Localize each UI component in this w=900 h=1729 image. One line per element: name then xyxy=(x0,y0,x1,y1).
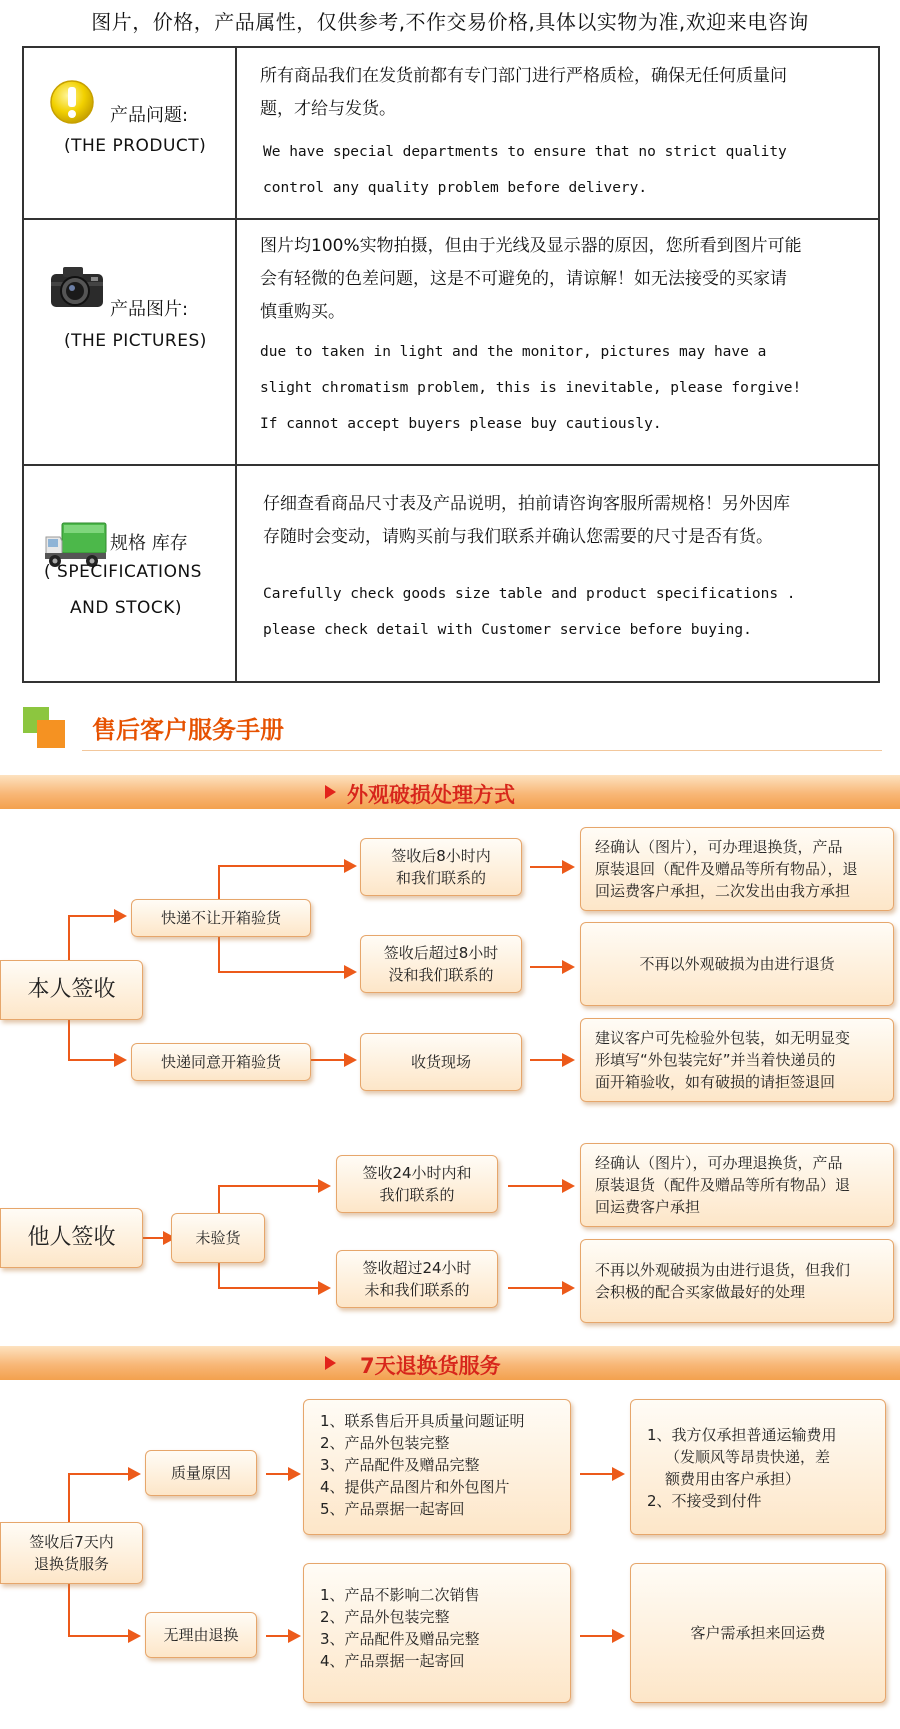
within-24h-line: 我们联系的 xyxy=(379,1186,455,1204)
condition-item: 4、提供产品图片和外包图片 xyxy=(320,1478,510,1496)
arrow-icon xyxy=(114,1053,127,1067)
section-banner-return xyxy=(0,1346,900,1380)
label-stock-en-1: ( SPECIFICATIONS xyxy=(44,562,202,582)
connector xyxy=(218,1287,318,1289)
banner-arrow-icon xyxy=(325,1356,336,1370)
product-cn-line: 所有商品我们在发货前都有专门部门进行严格质检，确保无任何质量问 xyxy=(260,66,787,86)
arrow-icon xyxy=(612,1467,625,1481)
connector xyxy=(508,1185,564,1187)
return-root-line: 签收后7天内 xyxy=(29,1533,114,1551)
pictures-en-line: slight chromatism problem, this is inevitable, please forgive! xyxy=(260,380,802,396)
condition-item: 2、产品外包装完整 xyxy=(320,1434,450,1452)
arrow-icon xyxy=(128,1467,141,1481)
section-title-return: 7天退换货服务 xyxy=(360,1354,501,1378)
self-sign-box xyxy=(0,960,143,1020)
connector xyxy=(68,915,70,965)
connector xyxy=(530,966,564,968)
connector xyxy=(68,1635,130,1637)
result-onsite-box xyxy=(580,1018,894,1102)
result-over-24h-box xyxy=(580,1239,894,1323)
product-en-line: We have special departments to ensure that no strict quality xyxy=(263,144,787,160)
connector xyxy=(530,866,564,868)
not-inspected-box xyxy=(171,1213,265,1263)
label-pictures-en: (THE PICTURES) xyxy=(64,331,207,351)
within-24h-box xyxy=(336,1155,498,1213)
quality-conditions-box xyxy=(303,1399,571,1535)
condition-item: 1、产品不影响二次销售 xyxy=(320,1586,480,1604)
connector xyxy=(68,1015,70,1061)
return-root-line: 退换货服务 xyxy=(33,1555,109,1573)
condition-item: 3、产品配件及赠品完整 xyxy=(320,1630,480,1648)
connector xyxy=(530,1059,564,1061)
over-24h-box xyxy=(336,1250,498,1308)
info-table xyxy=(22,46,880,683)
stock-cn-line: 仔细查看商品尺寸表及产品说明，拍前请咨询客服所需规格！另外因库 xyxy=(263,494,790,514)
stock-cn-line: 存随时会变动，请购买前与我们联系并确认您需要的尺寸是否有货。 xyxy=(263,527,773,547)
stock-en-line: Carefully check goods size table and product specifications . xyxy=(263,586,796,602)
not-inspected-label: 未验货 xyxy=(195,1229,241,1247)
result-line: 会积极的配合买家做最好的处理 xyxy=(595,1283,806,1301)
no-reason-result-box xyxy=(630,1563,886,1703)
info-row-text-cell xyxy=(239,48,878,218)
result-line: 形填写“外包装完好”并当着快递员的 xyxy=(595,1051,836,1069)
within-8h-box xyxy=(360,838,522,896)
camera-icon xyxy=(47,264,107,310)
arrow-icon xyxy=(562,860,575,874)
within-24h-line: 签收24小时内和 xyxy=(362,1164,472,1182)
no-open-label: 快递不让开箱验货 xyxy=(160,909,281,927)
result-line: 面开箱验收，如有破损的请拒签退回 xyxy=(595,1073,836,1091)
result-line: 建议客户可先检验外包装，如无明显变 xyxy=(595,1029,851,1047)
over-24h-line: 未和我们联系的 xyxy=(364,1281,470,1299)
allow-open-label: 快递同意开箱验货 xyxy=(160,1053,281,1071)
pictures-cn-line: 会有轻微的色差问题，这是不可避免的，请谅解！如无法接受的买家请 xyxy=(260,269,787,289)
condition-item: 3、产品配件及赠品完整 xyxy=(320,1456,480,1474)
connector xyxy=(580,1473,614,1475)
info-row-label-cell xyxy=(24,220,237,464)
pictures-cn-line: 图片均100%实物拍摄，但由于光线及显示器的原因，您所看到图片可能 xyxy=(260,236,802,256)
connector xyxy=(310,1059,348,1061)
result-over-8h-box xyxy=(580,922,894,1006)
arrow-icon xyxy=(562,1053,575,1067)
onsite-label: 收货现场 xyxy=(410,1053,471,1071)
result-over-8h-label: 不再以外观破损为由进行退货 xyxy=(639,955,835,973)
info-row-text-cell xyxy=(239,220,878,464)
result-line: 回运费客户承担 xyxy=(595,1198,701,1216)
result-line: 回运费客户承担，二次发出由我方承担 xyxy=(595,882,851,900)
heading-decor-orange xyxy=(37,720,65,748)
handbook-title: 售后客户服务手册 xyxy=(92,716,284,744)
arrow-icon xyxy=(114,909,127,923)
warning-icon xyxy=(48,78,96,126)
arrow-icon xyxy=(344,965,357,979)
info-row-text-cell xyxy=(239,466,878,681)
stock-en-line: please check detail with Customer service before buying. xyxy=(263,622,752,638)
connector xyxy=(508,1287,564,1289)
product-cn-line: 题，才给与发货。 xyxy=(260,99,396,119)
connector xyxy=(580,1635,614,1637)
return-root-box xyxy=(0,1522,143,1584)
no-open-box xyxy=(131,899,311,937)
onsite-box xyxy=(360,1033,522,1091)
banner-arrow-icon xyxy=(325,785,336,799)
over-8h-box xyxy=(360,935,522,993)
section-title-damage: 外观破损处理方式 xyxy=(347,783,515,807)
arrow-icon xyxy=(562,960,575,974)
allow-open-box xyxy=(131,1043,311,1081)
within-8h-line: 签收后8小时内 xyxy=(391,847,491,865)
result-line: 1、我方仅承担普通运输费用 xyxy=(647,1426,837,1444)
result-line: 2、不接受到付件 xyxy=(647,1492,762,1510)
condition-item: 1、联系售后开具质量问题证明 xyxy=(320,1412,525,1430)
pictures-cn-line: 慎重购买。 xyxy=(260,302,345,322)
condition-item: 2、产品外包装完整 xyxy=(320,1608,450,1626)
other-sign-box xyxy=(0,1208,143,1268)
connector xyxy=(266,1635,290,1637)
connector xyxy=(68,1582,70,1637)
connector xyxy=(68,1059,118,1061)
arrow-icon xyxy=(562,1281,575,1295)
no-reason-conditions-box xyxy=(303,1563,571,1703)
label-pictures-cn: 产品图片: xyxy=(110,299,189,320)
divider xyxy=(82,750,882,751)
condition-item: 5、产品票据一起寄回 xyxy=(320,1500,465,1518)
connector xyxy=(218,865,348,867)
result-line: （发顺风等昂贵快递，差 xyxy=(665,1448,831,1466)
info-row-stock xyxy=(24,466,878,681)
within-8h-line: 和我们联系的 xyxy=(395,869,486,887)
arrow-icon xyxy=(612,1629,625,1643)
arrow-icon xyxy=(288,1629,301,1643)
arrow-icon xyxy=(128,1629,141,1643)
connector xyxy=(266,1473,290,1475)
arrow-icon xyxy=(562,1179,575,1193)
connector xyxy=(218,971,348,973)
over-8h-line: 没和我们联系的 xyxy=(388,966,494,984)
section-banner-damage xyxy=(0,775,900,809)
label-stock-cn: 规格 库存 xyxy=(110,533,188,554)
info-row-label-cell xyxy=(24,466,237,681)
over-8h-line: 签收后超过8小时 xyxy=(383,944,499,962)
result-line: 原装退回（配件及赠品等所有物品），退 xyxy=(595,860,858,878)
result-line: 经确认（图片），可办理退换货，产品 xyxy=(595,838,843,856)
connector xyxy=(68,1473,70,1523)
no-reason-label: 无理由退换 xyxy=(163,1626,239,1644)
label-stock-en-2: AND STOCK) xyxy=(70,598,183,618)
result-line: 不再以外观破损为由进行退货，但我们 xyxy=(595,1261,851,1279)
self-sign-label: 本人签收 xyxy=(27,977,116,1002)
condition-item: 4、产品票据一起寄回 xyxy=(320,1652,465,1670)
info-row-label-cell xyxy=(24,48,237,218)
result-line: 额费用由客户承担） xyxy=(665,1470,801,1488)
label-product-cn: 产品问题: xyxy=(110,105,189,126)
quality-reason-label: 质量原因 xyxy=(170,1464,231,1482)
arrow-icon xyxy=(318,1281,331,1295)
pictures-en-line: If cannot accept buyers please buy cautiously. xyxy=(260,416,662,432)
result-line: 原装退货（配件及赠品等所有物品）退 xyxy=(595,1176,851,1194)
result-within-24h-box xyxy=(580,1143,894,1227)
other-sign-label: 他人签收 xyxy=(27,1225,116,1250)
info-row-pictures xyxy=(24,220,878,466)
arrow-icon xyxy=(344,1053,357,1067)
no-reason-box xyxy=(145,1612,257,1658)
product-en-line: control any quality problem before delivery. xyxy=(263,180,648,196)
over-24h-line: 签收超过24小时 xyxy=(362,1259,472,1277)
result-line: 经确认（图片），可办理退换货，产品 xyxy=(595,1154,843,1172)
disclaimer-text: 图片，价格，产品属性，仅供参考,不作交易价格,具体以实物为准,欢迎来电咨询 xyxy=(91,10,809,34)
connector xyxy=(218,1185,318,1187)
pictures-en-line: due to taken in light and the monitor, pictures may have a xyxy=(260,344,767,360)
result-within-8h-box xyxy=(580,827,894,911)
arrow-icon xyxy=(288,1467,301,1481)
connector xyxy=(68,915,118,917)
quality-reason-box xyxy=(145,1450,257,1496)
no-reason-result-label: 客户需承担来回运费 xyxy=(690,1624,826,1642)
info-row-product xyxy=(24,48,878,220)
quality-result-box xyxy=(630,1399,886,1535)
label-product-en: (THE PRODUCT) xyxy=(64,136,207,156)
connector xyxy=(68,1473,130,1475)
arrow-icon xyxy=(318,1179,331,1193)
